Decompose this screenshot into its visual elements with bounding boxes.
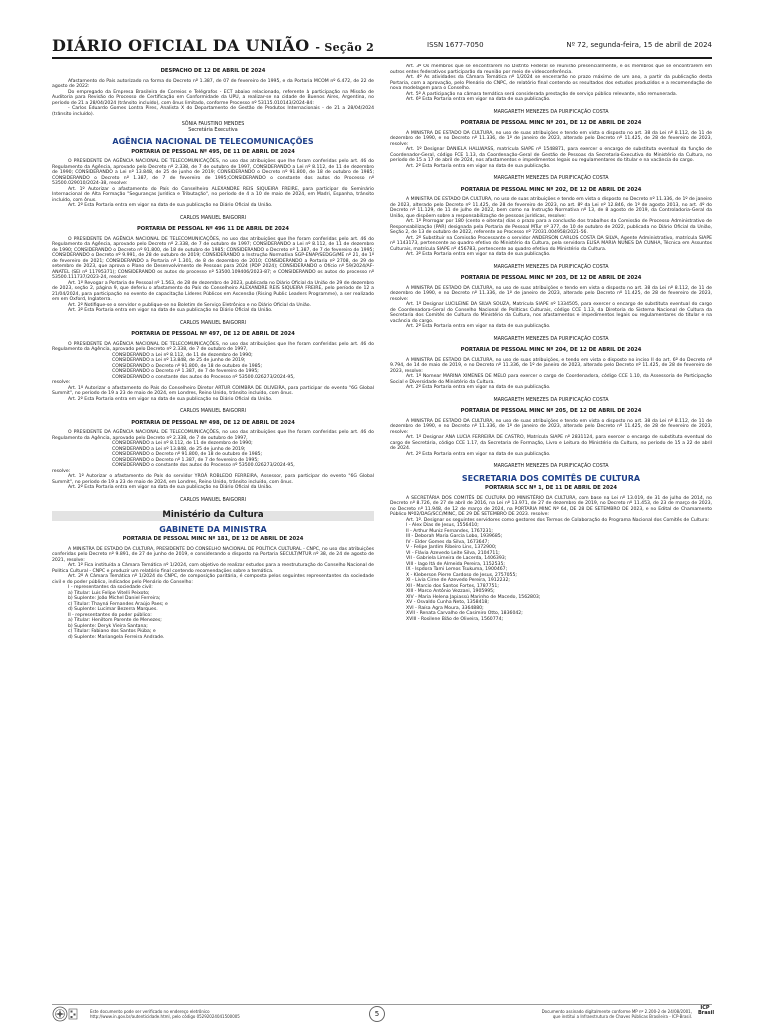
paragraph: Do empregado da Empresa Brasileira de Correios e Telégrafos - ECT abaixo relacionado, referente à participação na Missão de Auditoria para Revisão do Processo de Certificação em Conformidade da UPU, a realizar-se na cidade de Buenos Aires, Argentina, no período de 21 a 28/04/2024 (trânsito incluído), com ônus limitado, conforme Processo nº 53115.010143/2024-84: — [52, 89, 374, 106]
footer-verification — [90, 1009, 350, 1019]
list-item: XVII - Renata Carvalho de Casimiro Otto, 1836042; — [406, 611, 523, 616]
page-number: 5 — [369, 1006, 385, 1022]
list-item: I - representantes da sociedade civil: — [68, 585, 153, 590]
footer-verification-url[interactable]: http://www.in.gov.br/autenticidade.html, pelo código 05292024041500005 — [90, 1014, 240, 1019]
signature-name: CARLOS MANUEL BAIGORRI — [179, 215, 247, 221]
despacho-title: DESPACHO DE 12 DE ABRIL DE 2024 — [160, 68, 266, 74]
org-heading-comites: SECRETARIA DOS COMITÊS DE CULTURA — [461, 473, 641, 483]
paragraph: A MINISTRA DE ESTADO DA CULTURA, no uso de suas atribuições, e tendo em vista o disposto no inciso II do art. 6º do Decreto nº 9.794, de 14 de maio de 2019, e no Decreto nº 11.336, de 1º de janeiro de 2023, alterado pelo Decreto nº 11.425, de 28 de fevereiro de 2023, resolve: — [390, 357, 712, 374]
paragraph: Art. 1º Fica instituída a Câmara Temática nº 1/2024, com objetivo de realizar estudos para a reestruturação do Conselho Nacional de Política Cultural - CNPC e produzir um relatório final contendo recomendações sobre a temática. — [52, 563, 374, 574]
signature-name: SÔNIA FAUSTINO MENDES — [181, 122, 245, 127]
paragraph: Art. 2º Esta Portaria entra em vigor na data de sua publicação. — [406, 163, 551, 169]
list-item: d) Suplente: Mariangela Ferreira Andrade. — [68, 634, 165, 640]
list-item: d) Suplente: Lucimar Bezerra Marques. — [68, 607, 158, 612]
list-item: XIV - Maria Helena Japiassú Marinho de Macedo, 1562803; — [406, 594, 541, 600]
list-item: IX - Ispdora Tami Lemos Tsukuma, 1900467; — [406, 567, 508, 572]
list-item: a) Titular: Heniltom Parente de Menezes; — [68, 618, 162, 623]
portaria-title: PORTARIA SCC Nº 1, DE 11 DE ABRIL DE 2024 — [485, 485, 617, 491]
ministry-heading: Ministério da Cultura — [52, 511, 374, 521]
paragraph: - Carlos Eduardo Gomes Lontra Pires, Analista X do Departamento de Gestão de Produtos Internacionais - de 21 a 28/04/2024 (trânsito incluído). — [52, 106, 374, 117]
paragraph: Art. 2º Notifique-se o servidor e publique-se no Boletim de Serviço Eletrônico e no Diário Oficial da União. — [68, 302, 311, 308]
footer-signature-note — [497, 1009, 692, 1019]
org-heading-anatel: AGÊNCIA NACIONAL DE TELECOMUNICAÇÕES — [112, 137, 314, 146]
signature-role: Secretária Executiva — [188, 127, 238, 133]
list-item: CONSIDERANDO o constante dos autos do Processo nº 53500.026273/2024-95, — [112, 463, 295, 468]
portaria-title: PORTARIA DE PESSOAL MINC Nº 201, DE 12 DE ABRIL DE 2024 — [460, 120, 642, 126]
paragraph: Art. 3º Esta Portaria entra em vigor na data de sua publicação. — [406, 252, 551, 257]
paragraph: A MINISTRA DE ESTADO DA CULTURA, no uso de suas atribuições e tendo em vista o disposto no Decreto nº 11.336, de 1º de janeiro de 2023, alterado pelo Decreto nº 11.425, de 28 de fevereiro de 2023, no art. 8º da Lei nº 12.846, de 1º de agosto 2013, no art. 4º do Decreto nº 11.129, de 11 de julho de 2022, bem como na Instrução Normativa nº 13, de 8 agosto de 2019, da Controladoria-Geral da União, que dispõem sobre a responsabilização de pessoas jurídicas, resolve: — [390, 197, 712, 219]
paragraph: Art. 6º Esta Portaria entra em vigor na data de sua publicação. — [406, 97, 551, 102]
paragraph: Art. 1º. Designar os seguintes servidores como gestores dos Termos de Colaboração do Programa Nacional dos Comitês de Cultura: — [406, 517, 710, 523]
paragraph: A MINISTRA DE ESTADO DA CULTURA, no uso de suas atribuições e tendo em vista o disposto no art. 38 da Lei nº 8.112, de 11 de dezembro de 1990, e no Decreto nº 11.336, de 1º de janeiro de 2023, alterado pelo Decreto nº 11.425, de 28 de fevereiro de 2023, resolve: — [390, 418, 712, 435]
paragraph: Art. 2º Esta Portaria entra em vigor na data de sua publicação no Diário Oficial da União. — [68, 203, 273, 208]
signature-name: MARGARETH MENEZES DA PURIFICAÇÃO COSTA — [493, 397, 609, 403]
paragraph: Art. 1º Designar ANA LUCIA FERREIRA DE CASTRO, Matrícula SIAPE nº 2831124, para exercer o encargo de substituta eventual do cargo de Secretária, código CCE 1.17, da Secretaria de Formação, Livro e Leitura do Ministério da Cultura, no período de 15 a 22 de abril de 2024. — [390, 435, 712, 451]
issn: ISSN 1677-7050 — [427, 41, 484, 49]
paragraph: Art. 2º Esta Portaria entra em vigor na data de sua publicação no Diário Oficial da União. — [68, 396, 273, 402]
signature-name: CARLOS MANUEL BAIGORRI — [179, 409, 247, 414]
list-item: CONSIDERANDO o Decreto nº 91.800, de 18 de outubro de 1985; — [112, 452, 263, 457]
list-item: VI - Flávia Azevedo Leite Silva, 2104711; — [406, 550, 500, 556]
portaria-title: PORTARIA DE PESSOAL Nº 496 11 DE ABRIL DE 2024 — [137, 226, 289, 232]
list-item: XV - Osvaldo Cunha Neto, 1358418; — [406, 600, 489, 605]
list-item: XI - Livia Cirne de Azevedo Pereira, 1912232; — [406, 578, 510, 583]
paragraph: Afastamento do País autorizado na forma do Decreto nº 1.387, de 07 de fevereiro de 1995, e da Portaria MCOM nº 6.472, de 22 de agosto de 2022: — [52, 78, 374, 89]
paragraph: A SECRETÁRIA DOS COMITÊS DE CULTURA DO MINISTÉRIO DA CULTURA, com base na Lei nº 13.019, de 31 de julho de 2014, no Decreto nº 8.726, de 27 de abril de 2016, na Lei nº 13.971, de 27 de dezembro de 2019, no Decreto nº 11.453, de 23 de março de 2023, no Decreto nº 11.948, de 12 de março de 2024, na PORTARIA MINC Nº 64, DE 28 DE SETEMBRO DE 2023, e no Edital de Chamamento Público Nº02/DAG/SCC/MINC, DE 29 DE SETEMBRO DE 2023. resolve: — [390, 495, 712, 517]
signature-name: CARLOS MANUEL BAIGORRI — [179, 320, 247, 326]
list-item: CONSIDERANDO a Lei nº 13.848, de 25 de junho de 2019; — [112, 446, 246, 452]
list-item: II - Arthur Muniz Fernandes, 1767231; — [406, 528, 493, 534]
portaria-title: PORTARIA DE PESSOAL MINC Nº 203, DE 12 DE ABRIL DE 2024 — [460, 275, 642, 281]
paragraph: Art. 1º Nomear MARINA XIMENES DE MELO para exercer o cargo de Coordenadora, código CCE 1.10, da Assessoria de Participação Social e Diversidade do Ministério da Cultura. — [390, 374, 712, 385]
list-item: b) Suplente: Deryk Vieira Santana; — [68, 623, 148, 629]
list-item: XVIII - Rosilene Bião de Oliveira, 1560774; — [406, 616, 504, 622]
list-item: b) Suplente: João Michel Daniel Ferreira; — [68, 596, 161, 601]
paragraph: Art. 5º A participação na câmara temática será considerada prestação de serviço público relevante, não remunerada. — [406, 91, 678, 97]
masthead-rule — [52, 57, 712, 59]
paragraph: O PRESIDENTE DA AGÊNCIA NACIONAL DE TELECOMUNICAÇÕES, no uso das atribuições que lhe foram conferidas pelo art. 46 do Regulamento da Agência, aprovado pelo Decreto nº 2.338, de 7 de outubro de 1997, CONSIDERANDO a Lei nº 8.112, de 11 de dezembro de 1990; CONSIDERANDO a Lei nº 13.848, de 25 de junho de 2019; CONSIDERANDO o Decreto nº 91.800, de 18 de outubro de 1985; CONSIDERANDO o Decreto nº 1.387, de 7 de fevereiro de 1995;CONSIDERANDO o constante dos autos do Processo nº 53500.029010/2024-38, resolve: — [52, 159, 374, 186]
portaria-title: PORTARIA DE PESSOAL MINC Nº 204, DE 12 DE ABRIL DE 2024 — [460, 347, 642, 353]
list-item: XVI - Raísa Agra Moura, 3364880; — [406, 605, 484, 611]
list-item: V - Felipe Jardim Ribeiro Lins, 1372900; — [406, 545, 497, 550]
list-item: VIII - Iago Itá de Almeida Pereira, 1152535; — [406, 561, 505, 567]
paragraph: Art. 1º Designar DANIELA HALLWASS, matrícula SIAPE nº 1548871, para exercer o encargo de substituta eventual da função de Coordenador-Geral, código FCE 1.13, da Coordenação-Geral de Gestão de Pessoas da Secretaria-Executiva do Ministério da Cultura, no período de 15 a 17 de abril de 2024, nos afastamentos e impedimentos legais ou regulamentares do titular e na vacância do cargo. — [390, 147, 712, 163]
paragraph: Art. 3º Os membros que se encontrarem no Distrito Federal se reunirão presencialmente, e os membros que se encontrarem em outros entes federativos participarão da reunião por meio de videoconferência. — [390, 64, 712, 75]
newspaper-title — [52, 36, 374, 55]
list-item: IV - Elder Gomes da Silva, 1673647; — [406, 539, 489, 545]
paragraph: Art. 1º Prorrogar por 180 (cento e oitenta) dias o prazo para a conclusão dos trabalhos da Comissão de Processo Administrativo de Responsabilização (PAR) designada pela Portaria de Pessoal MTur nº 377, de 10 de outubro de 2022, publicada no Diário Oficial da União, Seção 2, de 13 de outubro de 2022, referente ao Processo nº 72031.004958/2021-56. — [390, 219, 712, 235]
list-item: a) Titular: Luis Felipe Vitelli Peixoto; — [68, 590, 150, 596]
paragraph: O PRESIDENTE DA AGÊNCIA NACIONAL DE TELECOMUNICAÇÕES, no uso das atribuições que lhe foram conferidas pelo art. 46 do Regulamento da Agência, aprovado pelo Decreto nº 2.338, de 7 de outubro de 1997, — [52, 341, 374, 352]
list-item: c) Titular: Fabiano dos Santos Piúba; e — [68, 629, 156, 634]
paragraph: Art. 2º Substituir na Comissão Processante o servidor ANDERSON CARLOS COSTA DA SILVA, Agente Administrativo, matrícula SIAPE nº 1143173, pertencente ao quadro efetivo do Ministério da Cultura, pela servidora ELISA MARIA NUNES DA CUNHA, Técnica em Assuntos Culturais, matrícula SIAPE nº 456783, pertencente ao quadro efetivo do Ministério da Cultura. — [390, 235, 712, 252]
brasao-seal-icon — [52, 1006, 78, 1022]
org-heading-gabinete: GABINETE DA MINISTRA — [159, 524, 267, 534]
paragraph: A MINISTRA DE ESTADO DA CULTURA, PRESIDENTE DO CONSELHO NACIONAL DE POLÍTICA CULTURAL - CNPC, no uso das atribuições conferidas pelo Decreto nº 9.891, de 27 de junho de 2019, e considerando o disposto na Portaria SECULT/MTUR nº 38, de 24 de agosto de 2021, resolve: — [52, 546, 374, 563]
resolve-line: resolve: — [52, 468, 71, 474]
portaria-title: PORTARIA DE PESSOAL Nº 498, DE 12 DE ABRIL DE 2024 — [131, 419, 295, 426]
list-item: II - representantes do poder público: — [68, 612, 152, 618]
list-item: CONSIDERANDO o Decreto nº 1.387, de 7 de fevereiro de 1995; — [112, 457, 259, 463]
paragraph: Art. 1º Designar LUCILEINE DA SILVA SOUZA, Matrícula SIAPE nº 1334505, para exercer o encargo de substituta eventual do cargo de Coordenadora-Geral do Conselho Nacional de Políticas Culturais, código CCE 1.13, da Diretoria do Sistema Nacional de Cultura da Secretaria dos Comitês de Cultura do Ministério da Cultura, nos afastamentos e impedimentos legais ou regulamentares do titular e na vacância do cargo. — [390, 302, 712, 324]
paragraph: O PRESIDENTE DA AGÊNCIA NACIONAL DE TELECOMUNICAÇÕES, no uso das atribuições que lhe foram conferidas pelo art. 46 do Regulamento da Agência, aprovado pelo Decreto nº 2.338, de 7 de outubro de 1997, — [52, 430, 374, 441]
left-column — [52, 64, 374, 990]
portaria-title: PORTARIA DE PESSOAL Nº 497, DE 12 DE ABRIL DE 2024 — [131, 331, 295, 337]
list-item: CONSIDERANDO o Decreto nº 91.800, de 18 de outubro de 1985; — [112, 363, 263, 369]
icp-brasil-logo: ICP Brasil — [698, 1005, 715, 1017]
signature-name: MARGARETH MENEZES DA PURIFICAÇÃO COSTA — [493, 464, 609, 469]
paragraph: Art. 4º As atividades da Câmara Temática nº 1/2024 se encerrarão no prazo máximo de um ano, a partir da publicação desta Portaria, com a aprovação, pelo Plenário do CNPC, de relatório final contendo os resultados dos estudos produzidos e a recomendação de nova modelagem para o Conselho. — [390, 75, 712, 91]
footer-signature-line: Documento assinado digitalmente conforme MP nº 2.200-2 de 24/08/2001, — [541, 1009, 692, 1014]
right-column — [390, 64, 712, 990]
paragraph: Art. 2º Esta Portaria entra em vigor na data de sua publicação no Diário Oficial da União. — [68, 485, 273, 490]
footer-signature-line: que institui a Infraestrutura de Chaves Públicas Brasileira - ICP-Brasil. — [552, 1014, 692, 1019]
footer — [52, 1005, 715, 1022]
footer-rule — [52, 1004, 712, 1005]
list-item: III - Deborah Maria Garcia Lobo, 1939685; — [406, 534, 503, 539]
portaria-title: PORTARIA DE PESSOAL Nº 495, DE 11 DE ABRIL DE 2024 — [131, 148, 295, 155]
paragraph: O PRESIDENTE DA AGÊNCIA NACIONAL DE TELECOMUNICAÇÕES, no uso das atribuições que lhe foram conferidas pelo art. 46 do Regulamento da Agência, aprovado pelo Decreto nº 2.338, de 7 de outubro de 1997; CONSIDERANDO a Lei nº 8.112, de 11 de dezembro de 1990; CONSIDERANDO o Decreto nº 91.800, de 18 de outubro de 1985; CONSIDERANDO o Decreto nº 1.387, de 7 de fevereiro de 1995; CONSIDERANDO o Decreto nº 9.991, de 28 de outubro de 2019; CONSIDERANDO a Instrução Normativa SGP-ENAP/SEDGG/ME nº 21, de 1º de fevereiro de 2021; CONSIDERANDO a Portaria nº 1.301, de 8 de dezembro de 2010; CONSIDERANDO a Portaria nº 2708, de 29 de setembro de 2023, que aprova o Plano de Desenvolvimento de Pessoas para 2024 (PDP 2024); CONSIDERANDO o Ofício nº 59/2024/AF-ANATEL (SEI nº 11795371); CONSIDERANDO os autos do processo nº 53500.109406/2023-87; e CONSIDERANDO os autos do processo nº 53500.111737/2023-24, resolve: — [52, 236, 374, 280]
newspaper-name: DIÁRIO OFICIAL DA UNIÃO — [52, 36, 310, 55]
list-item: XIII - Marco Antônio Vezzani, 1905995; — [406, 589, 495, 594]
paragraph: Art. 3º Esta Portaria entra em vigor na data de sua publicação no Diário Oficial da União. — [68, 308, 273, 313]
paragraph: Art. 2º Esta Portaria entra em vigor na data de sua publicação. — [406, 324, 551, 329]
signature-name: CARLOS MANUEL BAIGORRI — [179, 497, 247, 503]
list-item: I - Alex Dias de Jesus, 1556410; — [406, 523, 479, 528]
signature-name: MARGARETH MENEZES DA PURIFICAÇÃO COSTA — [493, 336, 609, 342]
list-item: VII - Gabriela Limeira de Lacerda, 1406393; — [406, 556, 507, 561]
paragraph: A MINISTRA DE ESTADO DA CULTURA, no uso de suas atribuições e tendo em vista o disposto no art. 38 da Lei nº 8.112, de 11 de dezembro de 1990, e no Decreto nº 11.336, de 1º de janeiro de 2023, alterado pelo Decreto nº 11.425, de 28 de fevereiro de 2023, resolve: — [390, 130, 712, 147]
issue-date: Nº 72, segunda-feira, 15 de abril de 2024 — [566, 41, 712, 49]
paragraph: Art. 2º A Câmara Temática nº 1/2024 do CNPC, de composição paritária, é composta pelos seguintes representantes da sociedade civil e do poder público, indicados pelo Plenário do Conselho: — [52, 574, 374, 585]
list-item: XII - Marcio dos Santos Fortes, 1787751; — [406, 583, 499, 589]
list-item: c) Titular: Thayná Fernandes Araújo Paes; e — [68, 601, 168, 607]
portaria-title: PORTARIA DE PESSOAL MINC Nº 181, DE 12 DE ABRIL DE 2024 — [122, 536, 304, 542]
paragraph: Art. 1º Revogar a Portaria de Pessoal nº 1.563, de 28 de dezembro de 2023, publicada no Diário Oficial da União de 29 de dezembro de 2023, seção 2, página 9, que deferiu o afastamento do País do Conselheiro ALEXANDRE REIS SIQUEIRA FREIRE, pelo período de 12 a 21/04/2024, para participação no evento de capacitação Líderes Públicos em Ascensão (Rising Public Leaders Programme), a ser realizado em em Oxford, Inglaterra. — [52, 280, 374, 302]
list-item: CONSIDERANDO o Decreto nº 1.387, de 7 de fevereiro de 1995; — [112, 369, 259, 374]
signature-name: MARGARETH MENEZES DA PURIFICAÇÃO COSTA — [493, 109, 609, 115]
paragraph: A MINISTRA DE ESTADO DA CULTURA, no uso de suas atribuições e tendo em vista o disposto no art. 38 da Lei nº 8.112, de 11 de dezembro de 1990, e no Decreto nº 11.336, de 1º de janeiro de 2023, alterado pelo Decreto nº 11.425, de 28 de fevereiro de 2023, resolve: — [390, 285, 712, 302]
portaria-title: PORTARIA DE PESSOAL MINC Nº 205, DE 12 DE ABRIL DE 2024 — [460, 408, 642, 414]
list-item: CONSIDERANDO a Lei nº 8.112, de 11 de dezembro de 1990; — [112, 441, 253, 446]
list-item: X - Kleberson Pierre Cardoso de Jesus, 2757055; — [406, 572, 517, 578]
list-item: CONSIDERANDO o constante dos autos do Processo nº 53500.026273/2024-95, — [112, 374, 295, 380]
signature-name: MARGARETH MENEZES DA PURIFICAÇÃO COSTA — [493, 264, 609, 270]
signature-name: MARGARETH MENEZES DA PURIFICAÇÃO COSTA — [493, 176, 609, 181]
paragraph: Art. 2º Esta Portaria entra em vigor na data de sua publicação. — [406, 451, 551, 457]
paragraph: Art. 2º Esta Portaria entra em vigor na data de sua publicação. — [406, 385, 551, 390]
masthead — [52, 36, 712, 58]
paragraph: Art. 1º Autorizar o afastamento do País do Conselheiro Diretor ARTUR COIMBRA DE OLIVEIRA, para participar do evento "6G Global Summit", no período de 19 a 23 de maio de 2024, em Londres, Reino Unido, trânsito incluído, com ônus. — [52, 385, 374, 396]
portaria-title: PORTARIA DE PESSOAL MINC Nº 202, DE 12 DE ABRIL DE 2024 — [460, 186, 642, 193]
paragraph: Art. 1º Autorizar o afastamento do País do Conselheiro ALEXANDRE REIS SIQUEIRA FREIRE, para participar do Seminário Internacional de Alta Formação "Seguranças Jurídica e Tributação", no período de 4 a 10 de maio de 2024, em Madri, Espanha, trânsito incluído, com ônus. — [52, 186, 374, 203]
list-item: CONSIDERANDO a Lei nº 13.848, de 25 de junho de 2019; — [112, 358, 246, 363]
resolve-line: resolve: — [52, 380, 71, 385]
section-label: - Seção 2 — [315, 41, 375, 54]
paragraph: Art. 1º Autorizar o afastamento do País do servidor YROÁ ROBLEDO FERREIRA, Assessor, para participar do evento "6G Global Summit", no período de 19 a 23 de maio de 2024, em Londres, Reino Unido, trânsito incluído, com ônus. — [52, 474, 374, 485]
footer-verification-line: Este documento pode ser verificado no endereço eletrônico — [90, 1009, 210, 1014]
list-item: CONSIDERANDO a Lei nº 8.112, de 11 de dezembro de 1990; — [112, 352, 253, 358]
